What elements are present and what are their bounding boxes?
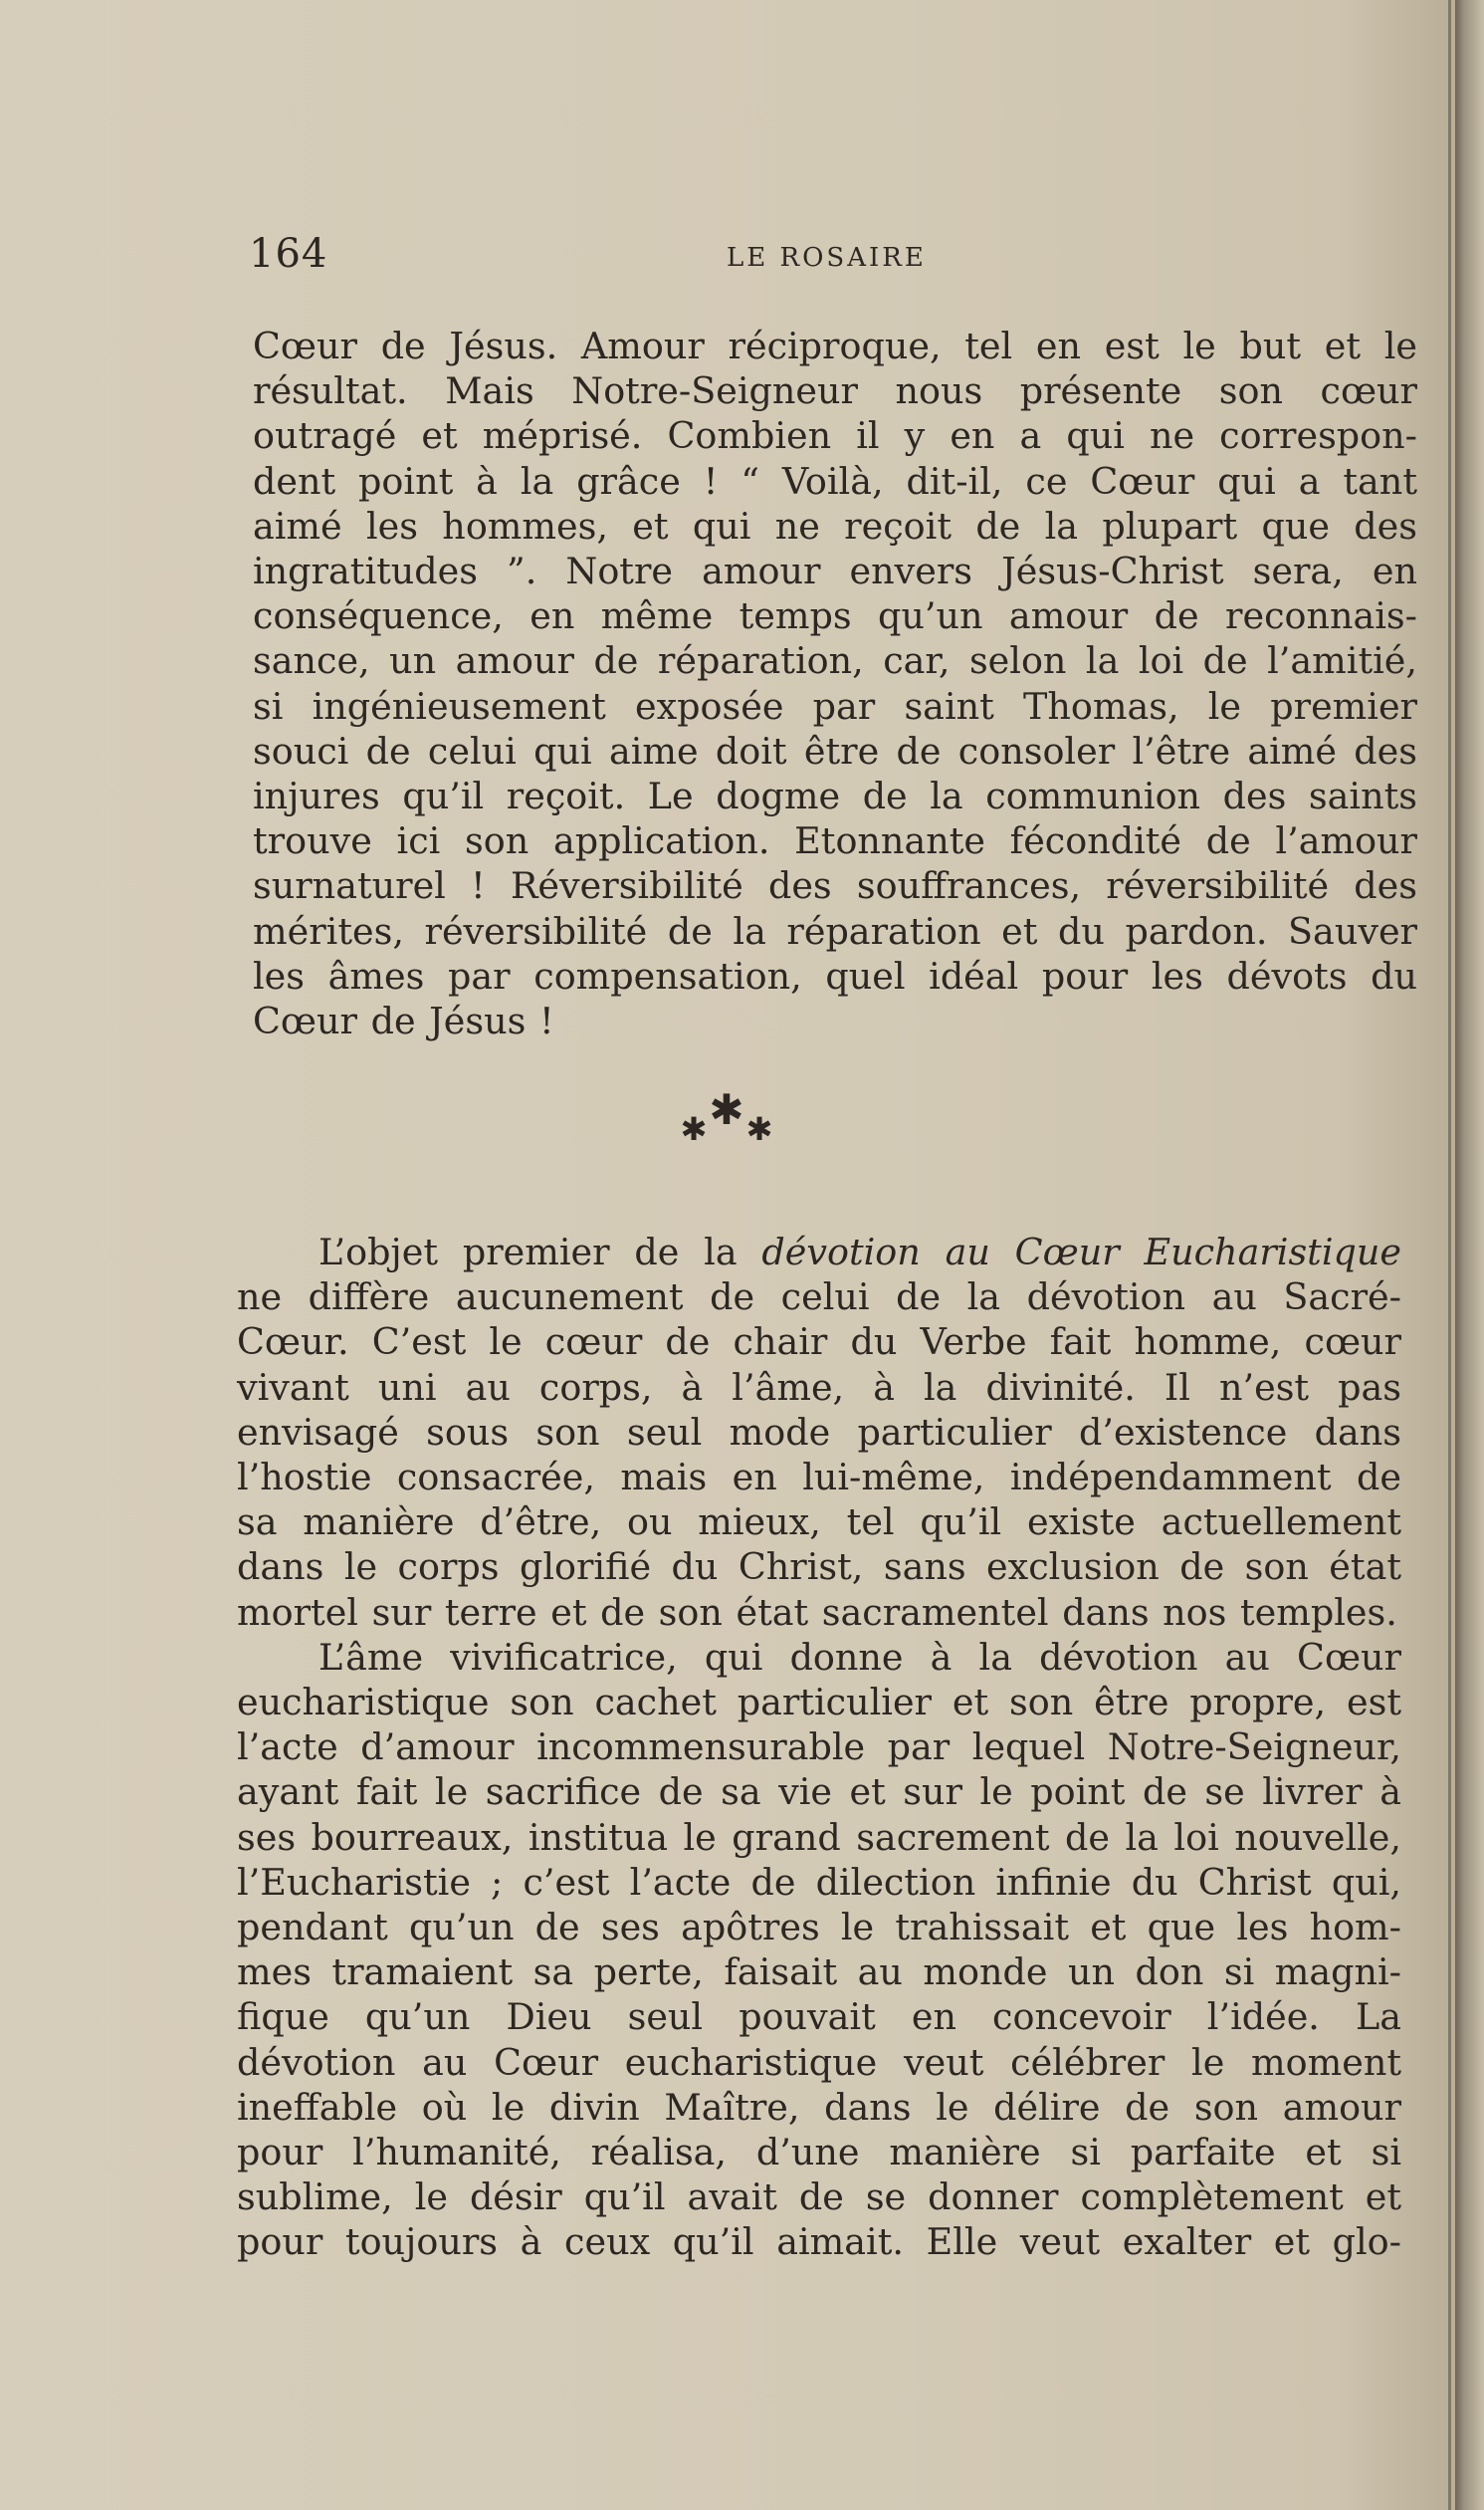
text-line: dent point à la grâce ! “ Voilà, dit-il, ce Cœur qui a tant — [253, 459, 1417, 503]
text-line: eucharistique son cachet particulier et son être propre, est — [237, 1681, 1401, 1724]
asterism-star: ✱ — [745, 1110, 775, 1148]
text-line: l’acte d’amour incommensurable par lequel Notre-Seigneur, — [237, 1725, 1401, 1769]
text-line: Cœur de Jésus. Amour réciproque, tel en est le but et le — [253, 325, 1417, 367]
text-line: l’hostie consacrée, mais en lui-même, indépendamment de — [237, 1456, 1401, 1499]
paragraph-1 — [253, 324, 1417, 1043]
text-line — [237, 1230, 1401, 1274]
text-line: trouve ici son application. Etonnante fécondité de l’amour — [253, 819, 1417, 863]
text-line: vivant uni au corps, à l’âme, à la divinité. Il n’est pas — [237, 1365, 1401, 1409]
page-fold — [1448, 0, 1451, 2510]
text-line: ayant fait le sacrifice de sa vie et sur le point de se livrer à — [237, 1770, 1401, 1814]
text-line: pendant qu’un de ses apôtres le trahissait et que les hom- — [237, 1906, 1401, 1949]
text-line: l’Eucharistie ; c’est l’acte de dilection infinie du Christ qui, — [237, 1860, 1401, 1904]
text-line: mérites, réversibilité de la réparation et du pardon. Sauver — [253, 909, 1417, 953]
text-line: sublime, le désir qu’il avait de se donner complètement et — [237, 2175, 1401, 2219]
text-line: injures qu’il reçoit. Le dogme de la communion des saints — [253, 775, 1417, 818]
paragraph-2-3 — [237, 1230, 1401, 2265]
text-line: Cœur. C’est le cœur de chair du Verbe fait homme, cœur — [237, 1320, 1401, 1364]
section-ornament — [0, 1085, 1455, 1148]
text-line: pour l’humanité, réalisa, d’une manière si parfaite et si — [237, 2131, 1401, 2174]
asterism-star: ✱ — [680, 1110, 710, 1148]
paragraph-lead: L’objet premier de la — [318, 1231, 762, 1273]
text-line: outragé et méprisé. Combien il y en a qui ne correspon- — [253, 414, 1417, 458]
text-line: dévotion au Cœur eucharistique veut célébrer le moment — [237, 2040, 1401, 2084]
text-line: conséquence, en même temps qu’un amour de reconnais- — [253, 594, 1417, 638]
italic-phrase: dévotion au Cœur Eucharistique — [761, 1231, 1401, 1273]
page-number: 164 — [249, 231, 328, 277]
text-line: envisagé sous son seul mode particulier d’existence dans — [237, 1410, 1401, 1454]
text-line: ingratitudes ”. Notre amour envers Jésus-Christ sera, en — [253, 550, 1417, 593]
text-line: dans le corps glorifié du Christ, sans exclusion de son état — [237, 1545, 1401, 1589]
text-line: Cœur de Jésus ! — [253, 1000, 554, 1043]
text-line: si ingénieusement exposée par saint Thomas, le premier — [253, 684, 1417, 728]
running-title: LE ROSAIRE — [727, 243, 927, 273]
text-line: pour toujours à ceux qu’il aimait. Elle veut exalter et glo- — [237, 2220, 1401, 2264]
text-line: ses bourreaux, institua le grand sacrement de la loi nouvelle, — [237, 1815, 1401, 1859]
text-line: fique qu’un Dieu seul pouvait en concevoir l’idée. La — [237, 1995, 1401, 2039]
text-line: ne diffère aucunement de celui de la dévotion au Sacré- — [237, 1275, 1401, 1319]
text-line: aimé les hommes, et qui ne reçoit de la plupart que des — [253, 504, 1417, 548]
text-line: L’âme vivificatrice, qui donne à la dévotion au Cœur — [318, 1635, 1401, 1679]
text-line: mortel sur terre et de son état sacramentel dans nos temples. — [237, 1590, 1397, 1634]
text-line: les âmes par compensation, quel idéal pour les dévots du — [253, 954, 1417, 998]
page-edge — [1455, 0, 1484, 2510]
text-line: surnaturel ! Réversibilité des souffrances, réversibilité des — [253, 864, 1417, 908]
page-header — [249, 231, 1423, 291]
asterism-star: ✱ — [709, 1085, 746, 1134]
text-line: sance, un amour de réparation, car, selon la loi de l’amitié, — [253, 639, 1417, 683]
text-line: sa manière d’être, ou mieux, tel qu’il existe actuellement — [237, 1500, 1401, 1544]
text-line: mes tramaient sa perte, faisait au monde un don si magni- — [237, 1950, 1401, 1994]
text-line: souci de celui qui aime doit être de consoler l’être aimé des — [253, 729, 1417, 773]
text-line: résultat. Mais Notre-Seigneur nous présente son cœur — [253, 369, 1417, 413]
text-line: ineffable où le divin Maître, dans le délire de son amour — [237, 2085, 1401, 2129]
